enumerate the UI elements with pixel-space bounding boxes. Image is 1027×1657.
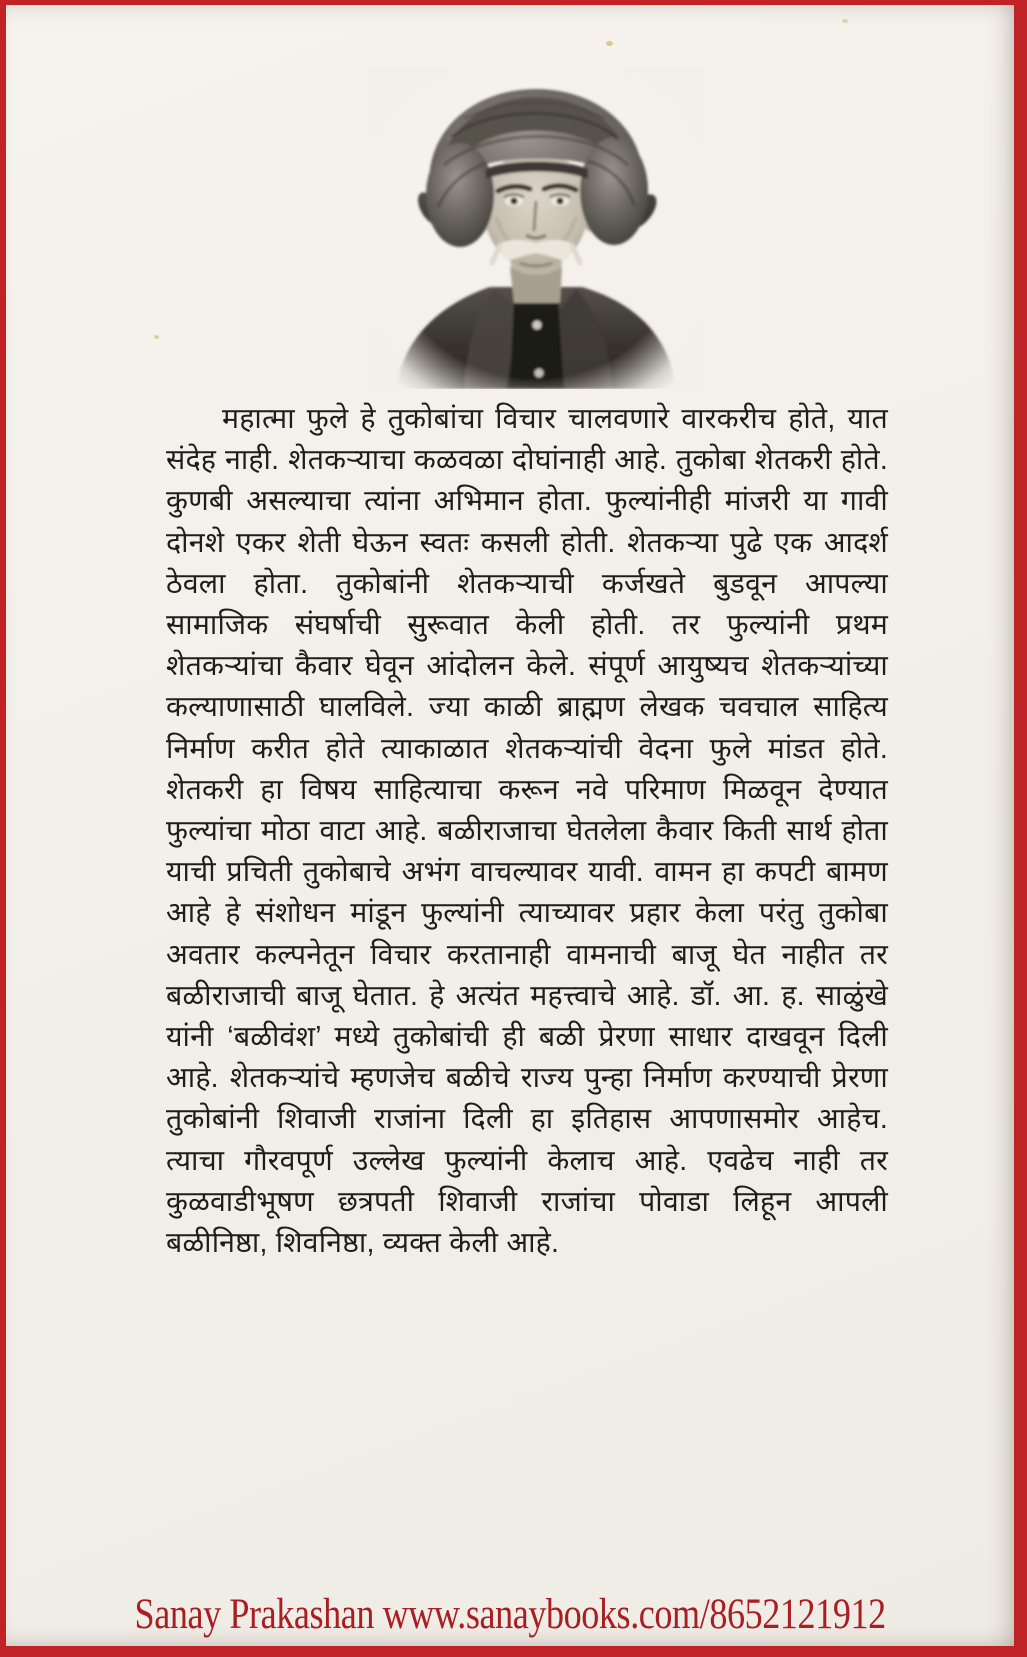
blurb-text-line: यांनी ‘बळीवंश’ मध्ये तुकोबांची ही बळी प्रेरणा साधार दाखवून दिली	[166, 1021, 888, 1054]
blurb-text-line: कल्याणासाठी घालविले. ज्या काळी ब्राह्मण लेखक चवचाल साहित्य	[166, 691, 888, 724]
publisher-footer-text: Sanay Prakashan www.sanaybooks.com/8652121912	[134, 1591, 886, 1638]
scan-speck	[606, 41, 613, 46]
blurb-text-line: ठेवला होता. तुकोबांनी शेतकऱ्याची कर्जखते बुडवून आपल्या	[166, 567, 888, 600]
publisher-footer	[6, 1592, 1014, 1638]
blurb-text-line: निर्माण करीत होते त्याकाळात शेतकऱ्यांची वेदना फुले मांडत होते.	[166, 732, 888, 765]
blurb-text-line: सामाजिक संघर्षाची सुरूवात केली होती. तर फुल्यांनी प्रथम	[166, 609, 888, 642]
phule-portrait-image	[368, 67, 704, 389]
blurb-text-line: याची प्रचिती तुकोबाचे अभंग वाचल्यावर यावी. वामन हा कपटी बामण	[166, 856, 888, 889]
blurb-text-line: शेतकऱ्यांचा कैवार घेवून आंदोलन केले. संपूर्ण आयुष्यच शेतकऱ्यांच्या	[166, 650, 888, 683]
blurb-text-line: संदेह नाही. शेतकऱ्याचा कळवळा दोघांनाही आहे. तुकोबा शेतकरी होते.	[166, 444, 888, 477]
blurb-text-line: शेतकरी हा विषय साहित्याचा करून नवे परिमाण मिळवून देण्यात	[166, 773, 888, 806]
blurb-text-line: बळीराजाची बाजू घेतात. हे अत्यंत महत्त्वाचे आहे. डॉ. आ. ह. साळुंखे	[166, 979, 888, 1012]
blurb-text-line: कुळवाडीभूषण छत्रपती शिवाजी राजांचा पोवाडा लिहून आपली	[166, 1185, 888, 1218]
blurb-text-line: फुल्यांचा मोठा वाटा आहे. बळीराजाचा घेतलेला कैवार किती सार्थ होता	[166, 815, 888, 848]
phule-portrait-svg	[368, 67, 704, 389]
blurb-text-line: अवतार कल्पनेतून विचार करतानाही वामनाची बाजू घेत नाहीत तर	[166, 938, 888, 971]
blurb-text-line: बळीनिष्ठा, शिवनिष्ठा, व्यक्त केली आहे.	[166, 1227, 560, 1260]
blurb-text-line: आहे हे संशोधन मांडून फुल्यांनी त्याच्यावर प्रहार केला परंतु तुकोबा	[166, 897, 888, 930]
blurb-text-line: कुणबी असल्याचा त्यांना अभिमान होता. फुल्यांनीही मांजरी या गावी	[166, 485, 888, 518]
blurb-text-line: दोनशे एकर शेती घेऊन स्वतः कसली होती. शेतकऱ्या पुढे एक आदर्श	[166, 526, 888, 559]
blurb-paragraph	[166, 399, 888, 1264]
blurb-text-line: त्याचा गौरवपूर्ण उल्लेख फुल्यांनी केलाच आहे. एवढेच नाही तर	[166, 1144, 888, 1177]
blurb-text-line: आहे. शेतकऱ्यांचे म्हणजेच बळीचे राज्य पुन्हा निर्माण करण्याची प्रेरणा	[166, 1062, 888, 1095]
scan-speck	[842, 19, 848, 23]
scan-speck	[154, 335, 159, 339]
blurb-text-line: महात्मा फुले हे तुकोबांचा विचार चालवणारे वारकरीच होते, यात	[222, 403, 888, 435]
blurb-text-line: तुकोबांनी शिवाजी राजांना दिली हा इतिहास आपणासमोर आहेच.	[166, 1103, 888, 1136]
